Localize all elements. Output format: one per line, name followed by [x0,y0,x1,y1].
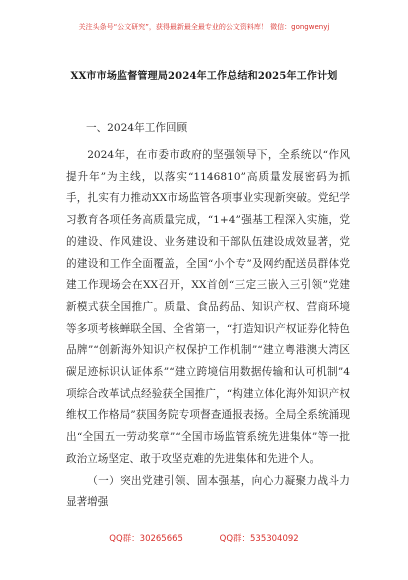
qq-group-2: QQ群：535304092 [219,534,299,544]
subsection-heading: （一）突出党建引领、固本强基，向心力凝聚力战斗力显著增强 [66,474,350,509]
footer-contact [0,533,408,545]
qq-group-1: QQ群：30265665 [109,534,183,544]
body-paragraph: 2024年，在市委市政府的坚强领导下，全系统以“作风提升年”为主线，以落实“1146810”高质量发展密码为抓手，扎实有力推动XX市场监管各项事业实现新突破。党纪学习教育各项任务高质量完成，“1+4”强基工程深入实施，党的建设、作风建设、业务建设和干部队伍建设成效显著，党的建设和工作全面覆盖，全国“小个专”及网约配送员群体党建工作现场会在XX召开，XX首创“三定三嵌入三引领”党建新模式获全国推广。质量、食品药品、知识产权、营商环境等多项考核蝉联全国、全省第一，“打造知识产权证券化特色品牌”“创新海外知识产权保护工作机制”“建立粤港澳大湾区碳足迹标识认证体系”“建立跨境信用数据传输和认可机制”4项综合改革试点经验获全国推广，“构建立体化海外知识产权维权工作格局”获国务院专项督查通报表扬。全局全系统涌现出“全国五一劳动奖章”“全国市场监管系统先进集体”等一批政治立场坚定、敢于攻坚克难的先进集体和先进个人。 [66,149,350,465]
document-title: XX市市场监督管理局2024年工作总结和2025年工作计划 [70,71,338,82]
section-heading: 一、2024年工作回顾 [86,122,188,134]
document-body [66,119,350,514]
promo-banner: 关注头条号“公文研究”，获得最新最全最专业的公文资料库！ 微信：gongwenyj [78,23,330,31]
